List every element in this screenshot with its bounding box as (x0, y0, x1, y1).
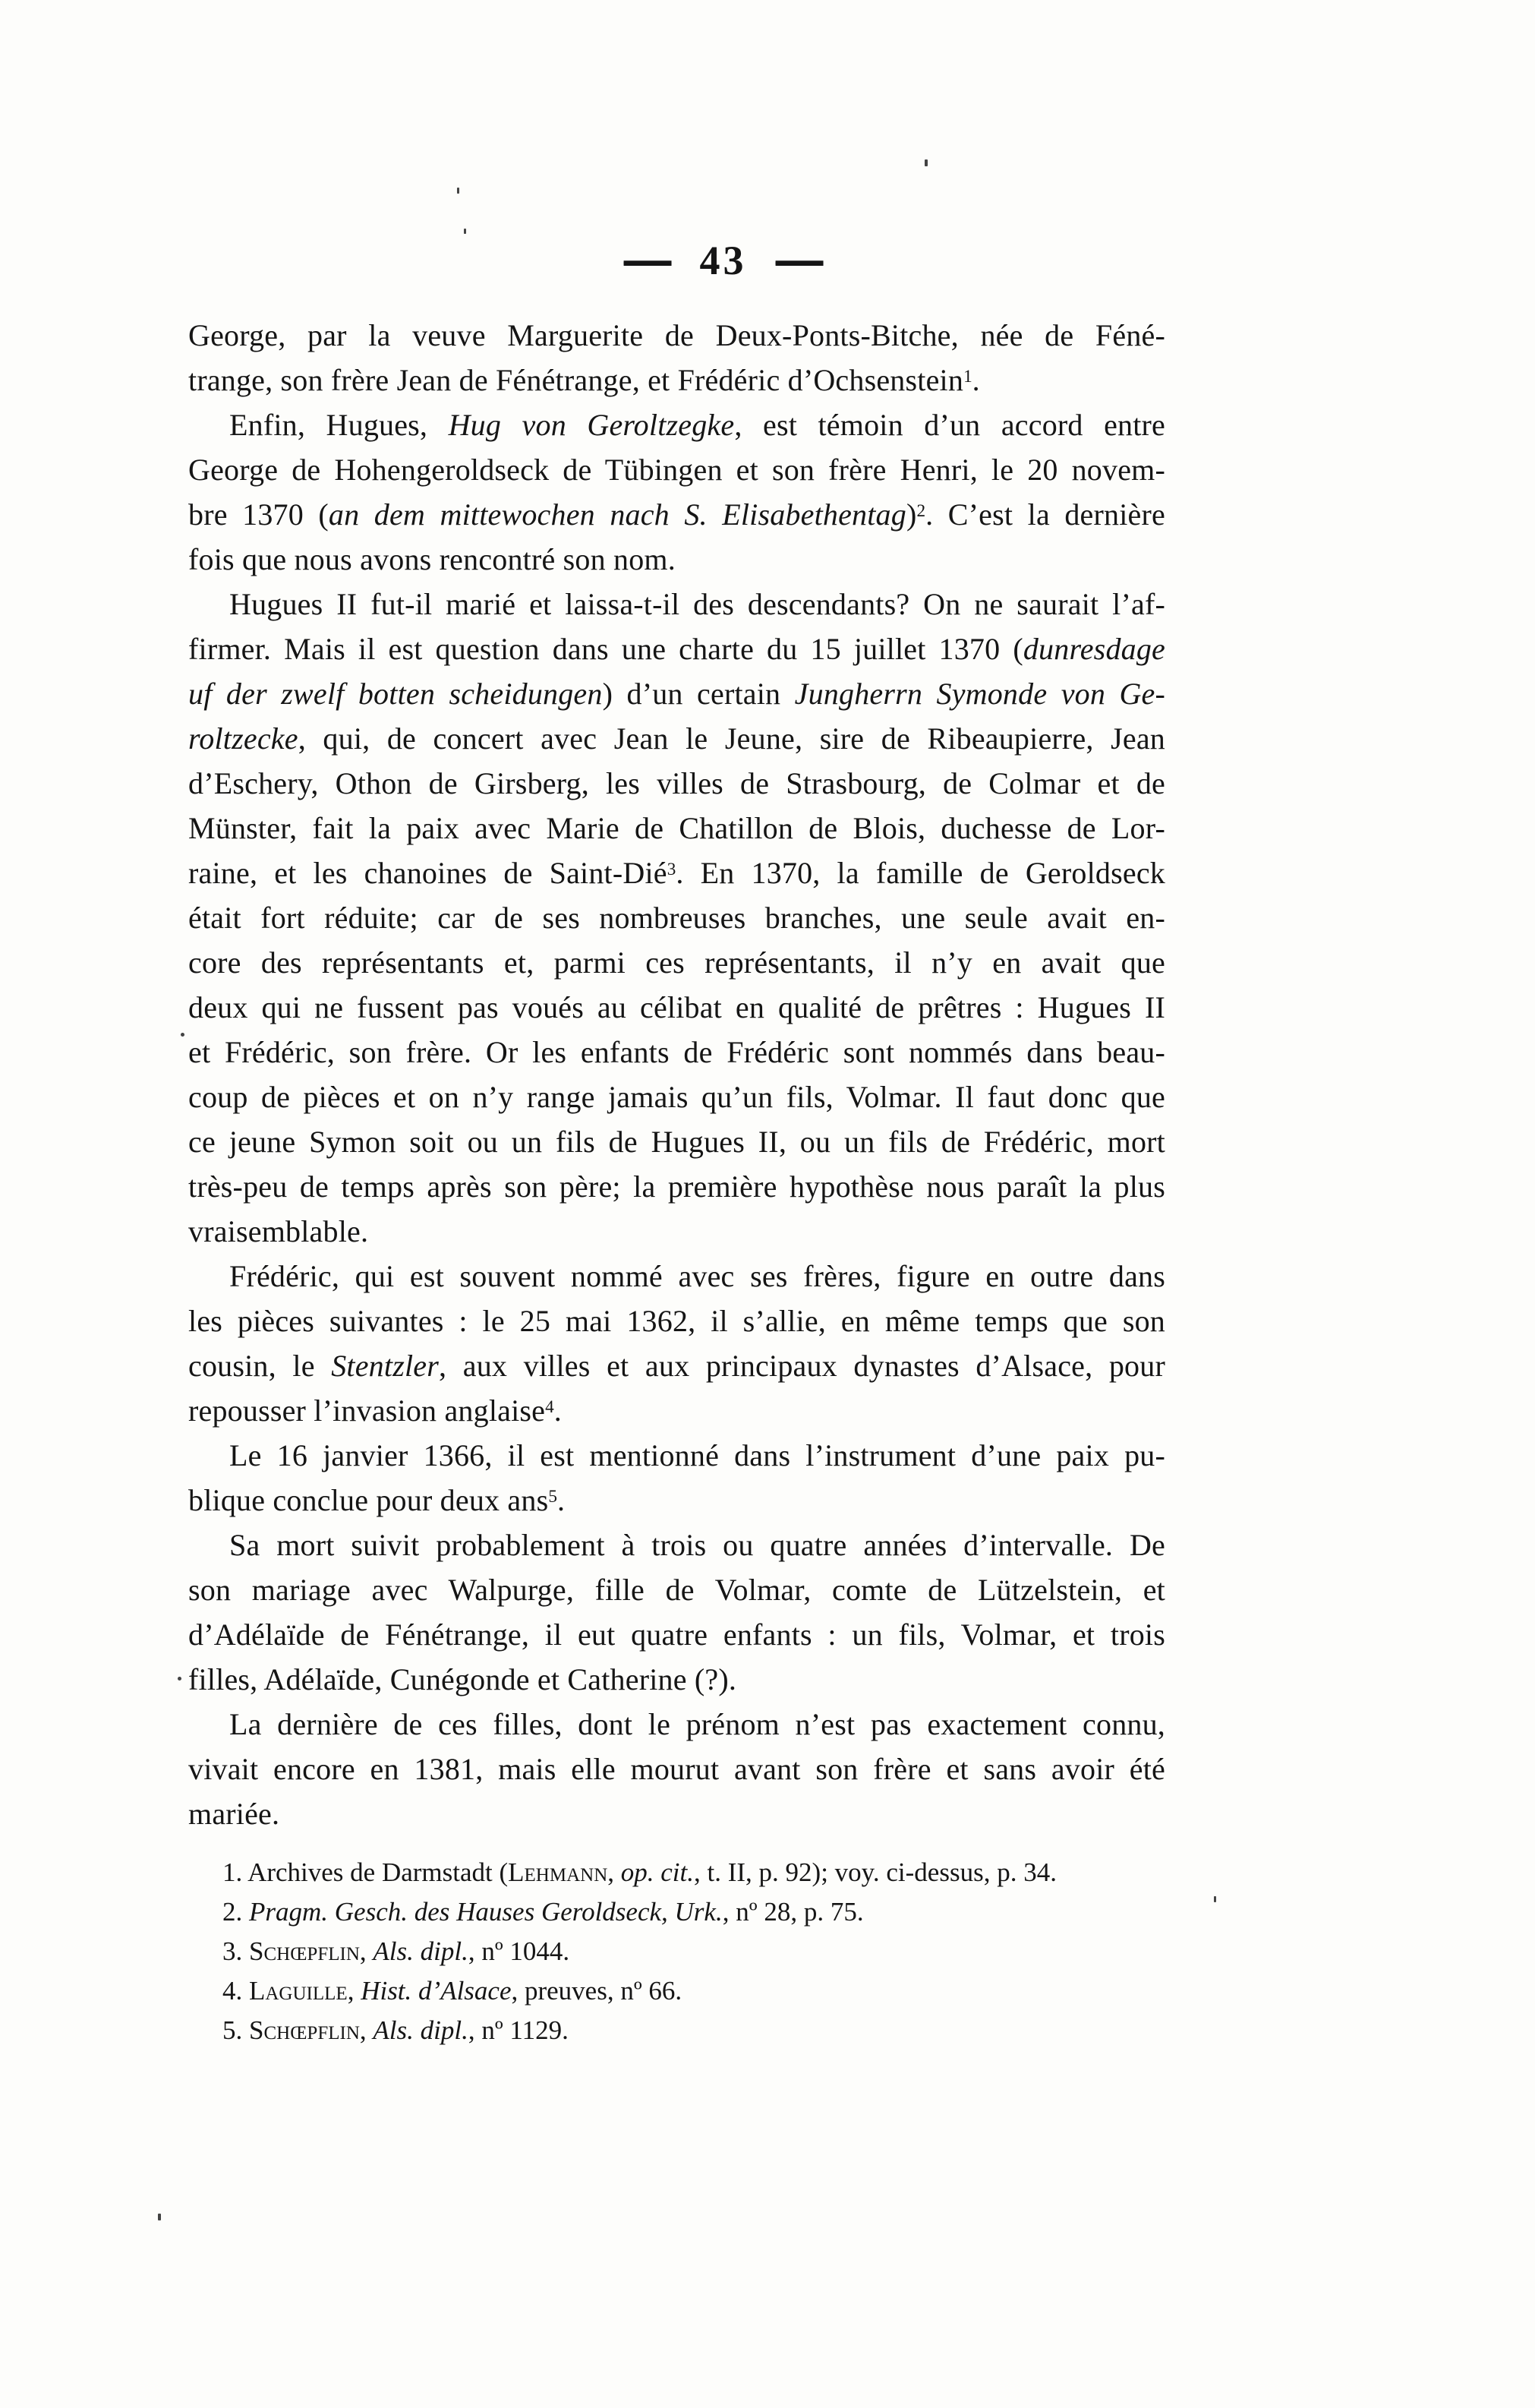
text-line (188, 1523, 1165, 1567)
text-run: firmer. Mais il est question dans une charte du 15 juillet 1370 ( (188, 632, 1023, 666)
text-run: était fort réduite; car de ses nombreuses branches, une seule avait en- (188, 901, 1165, 935)
scan-speck (464, 229, 466, 234)
text-run: . En 1370, la famille de Geroldseck (676, 856, 1165, 890)
text-line (188, 1209, 1165, 1254)
text-line (188, 492, 1165, 537)
text-line (188, 1075, 1165, 1119)
text-run: son mariage avec Walpurge, fille de Volmar, comte de Lützelstein, et (188, 1573, 1165, 1607)
text-run: Laguille (249, 1976, 348, 2006)
text-run: coup de pièces et on n’y range jamais qu’un fils, Volmar. Il faut donc que (188, 1080, 1165, 1114)
text-run: Le 16 janvier 1366, il est mentionné dans l’instrument d’une paix pu- (229, 1438, 1165, 1472)
footnotes (188, 1853, 1165, 2050)
text-run: , nº 28, p. 75. (722, 1897, 864, 1927)
text-run: Schœpflin (249, 1936, 360, 1966)
text-run: , preuves, nº 66. (511, 1976, 682, 2006)
scan-speck (181, 1033, 184, 1037)
text-run: Münster, fait la paix avec Marie de Chatillon de Blois, duchesse de Lor- (188, 811, 1165, 845)
scan-speck (158, 2214, 161, 2220)
text-run: Frédéric, qui est souvent nommé avec ses frères, figure en outre dans (229, 1259, 1165, 1293)
text-run: , (607, 1857, 621, 1887)
text-run: . (553, 1393, 562, 1428)
text-line (188, 761, 1165, 806)
text-run: , est témoin d’un accord entre (734, 408, 1166, 442)
text-run: deux qui ne fussent pas voués au célibat en qualité de prêtres : Hugues II (188, 990, 1165, 1024)
text-run: core des représentants et, parmi ces représentants, il n’y en avait que (188, 945, 1165, 980)
text-run: Schœpflin (249, 2015, 360, 2045)
page-header (235, 236, 1212, 283)
text-line (188, 1791, 1165, 1836)
text-line (188, 402, 1165, 447)
page-body-text (188, 313, 1165, 1836)
text-run: , aux villes et aux principaux dynastes d’Alsace, pour (439, 1349, 1165, 1383)
text-run: 1 (963, 366, 972, 387)
text-run: filles, Adélaïde, Cunégonde et Catherine (?). (188, 1662, 737, 1696)
text-run: . (556, 1483, 566, 1517)
text-run: très-peu de temps après son père; la première hypothèse nous paraît la plus (188, 1169, 1165, 1204)
text-line (188, 1299, 1165, 1343)
text-line (188, 1478, 1165, 1523)
text-line (188, 313, 1165, 358)
text-line (188, 1030, 1165, 1075)
text-run: Hugues II fut-il marié et laissa-t-il des descendants? On ne saurait l’af- (229, 587, 1165, 621)
text-run: blique conclue pour deux ans (188, 1483, 549, 1517)
text-run: Sa mort suivit probablement à trois ou quatre années d’intervalle. De (229, 1528, 1165, 1562)
header-dash-left: — (623, 236, 671, 282)
text-run: d’Eschery, Othon de Girsberg, les villes de Strasbourg, de Colmar et de (188, 766, 1165, 800)
text-run: uf der zwelf botten scheidungen (188, 677, 603, 711)
text-run: op. cit. (620, 1857, 694, 1887)
text-run: mariée. (188, 1797, 280, 1831)
text-run: trange, son frère Jean de Fénétrange, et Frédéric d’Ochsenstein (188, 363, 964, 397)
text-run: Als. dipl. (373, 1936, 468, 1966)
text-line (188, 1119, 1165, 1164)
text-line (188, 895, 1165, 940)
text-run: Als. dipl. (373, 2015, 468, 2045)
text-run: bre 1370 ( (188, 497, 329, 532)
text-run: les pièces suivantes : le 25 mai 1362, il s’allie, en même temps que son (188, 1304, 1165, 1338)
scan-speck (1214, 1896, 1216, 1902)
scan-speck (457, 188, 459, 194)
text-run: ) d’un certain (602, 677, 795, 711)
text-line (188, 1702, 1165, 1747)
text-run: 3. (222, 1936, 249, 1966)
text-run: George de Hohengeroldseck de Tübingen et son frère Henri, le 20 novem- (188, 453, 1165, 487)
text-line (188, 358, 1165, 402)
text-line (188, 582, 1165, 626)
footnote-line (188, 1932, 1165, 1971)
text-run: . (972, 363, 980, 397)
text-line (188, 1388, 1165, 1433)
text-line (188, 716, 1165, 761)
text-line (188, 1612, 1165, 1657)
text-run: an dem mittewochen nach S. Elisabethentag (328, 497, 906, 532)
text-run: 3 (667, 859, 676, 879)
text-line (188, 1164, 1165, 1209)
text-line (188, 447, 1165, 492)
text-run: 1. Archives de Darmstadt ( (222, 1857, 509, 1887)
text-run: , (347, 1976, 361, 2006)
text-line (188, 1343, 1165, 1388)
header-dash-right: — (775, 236, 823, 282)
footnote-line (188, 2011, 1165, 2050)
scan-speck (178, 1677, 181, 1681)
text-run: vraisemblable. (188, 1214, 369, 1248)
text-run: George, par la veuve Marguerite de Deux-Ponts-Bitche, née de Féné- (188, 318, 1165, 352)
text-run: raine, et les chanoines de Saint-Dié (188, 856, 667, 890)
text-run: 5. (222, 2015, 249, 2045)
text-line (188, 626, 1165, 671)
text-run: , nº 1129. (468, 2015, 569, 2045)
text-run: Lehmann (508, 1857, 608, 1887)
text-run: , (359, 1936, 374, 1966)
text-line (188, 851, 1165, 895)
text-line (188, 1657, 1165, 1702)
text-line (188, 985, 1165, 1030)
text-run: , (359, 2015, 374, 2045)
text-run: cousin, le (188, 1349, 332, 1383)
text-run: dunresdage (1023, 632, 1165, 666)
text-run: 2. (222, 1897, 249, 1927)
text-run: 2 (916, 500, 926, 521)
text-run: Hug von Geroltzegke (448, 408, 735, 442)
text-run: roltzecke (188, 721, 298, 756)
text-run: Jungherrn Symonde von Ge- (794, 677, 1166, 711)
text-run: 5 (548, 1486, 557, 1507)
text-run: Hist. d’Alsace (361, 1976, 512, 2006)
text-run: Enfin, Hugues, (229, 408, 449, 442)
text-run: et Frédéric, son frère. Or les enfants de Frédéric sont nommés dans beau- (188, 1035, 1165, 1069)
footnote-line (188, 1971, 1165, 2011)
text-line (188, 537, 1165, 582)
text-line (188, 671, 1165, 716)
text-run: 4 (545, 1397, 554, 1417)
footnote-line (188, 1853, 1165, 1892)
text-run: repousser l’invasion anglaise (188, 1393, 546, 1428)
text-line (188, 1747, 1165, 1791)
text-line (188, 1567, 1165, 1612)
text-run: Stentzler (331, 1349, 439, 1383)
text-run: 4. (222, 1976, 249, 2006)
text-run: ) (906, 497, 917, 532)
text-run: , qui, de concert avec Jean le Jeune, sire de Ribeaupierre, Jean (298, 721, 1165, 756)
text-run: fois que nous avons rencontré son nom. (188, 542, 676, 576)
text-run: . C’est la dernière (925, 497, 1165, 532)
footnote-line (188, 1892, 1165, 1932)
page-number: 43 (699, 238, 747, 283)
text-run: , t. II, p. 92); voy. ci-dessus, p. 34. (694, 1857, 1057, 1887)
text-run: Pragm. Gesch. des Hauses Geroldseck, Urk. (249, 1897, 723, 1927)
text-line (188, 940, 1165, 985)
text-run: ce jeune Symon soit ou un fils de Hugues II, ou un fils de Frédéric, mort (188, 1125, 1165, 1159)
text-run: , nº 1044. (468, 1936, 570, 1966)
text-run: La dernière de ces filles, dont le prénom n’est pas exactement connu, (229, 1707, 1165, 1741)
text-run: vivait encore en 1381, mais elle mourut avant son frère et sans avoir été (188, 1752, 1165, 1786)
text-line (188, 1433, 1165, 1478)
scan-speck (925, 159, 928, 166)
text-line (188, 1254, 1165, 1299)
text-line (188, 806, 1165, 851)
text-run: d’Adélaïde de Fénétrange, il eut quatre enfants : un fils, Volmar, et trois (188, 1617, 1165, 1652)
